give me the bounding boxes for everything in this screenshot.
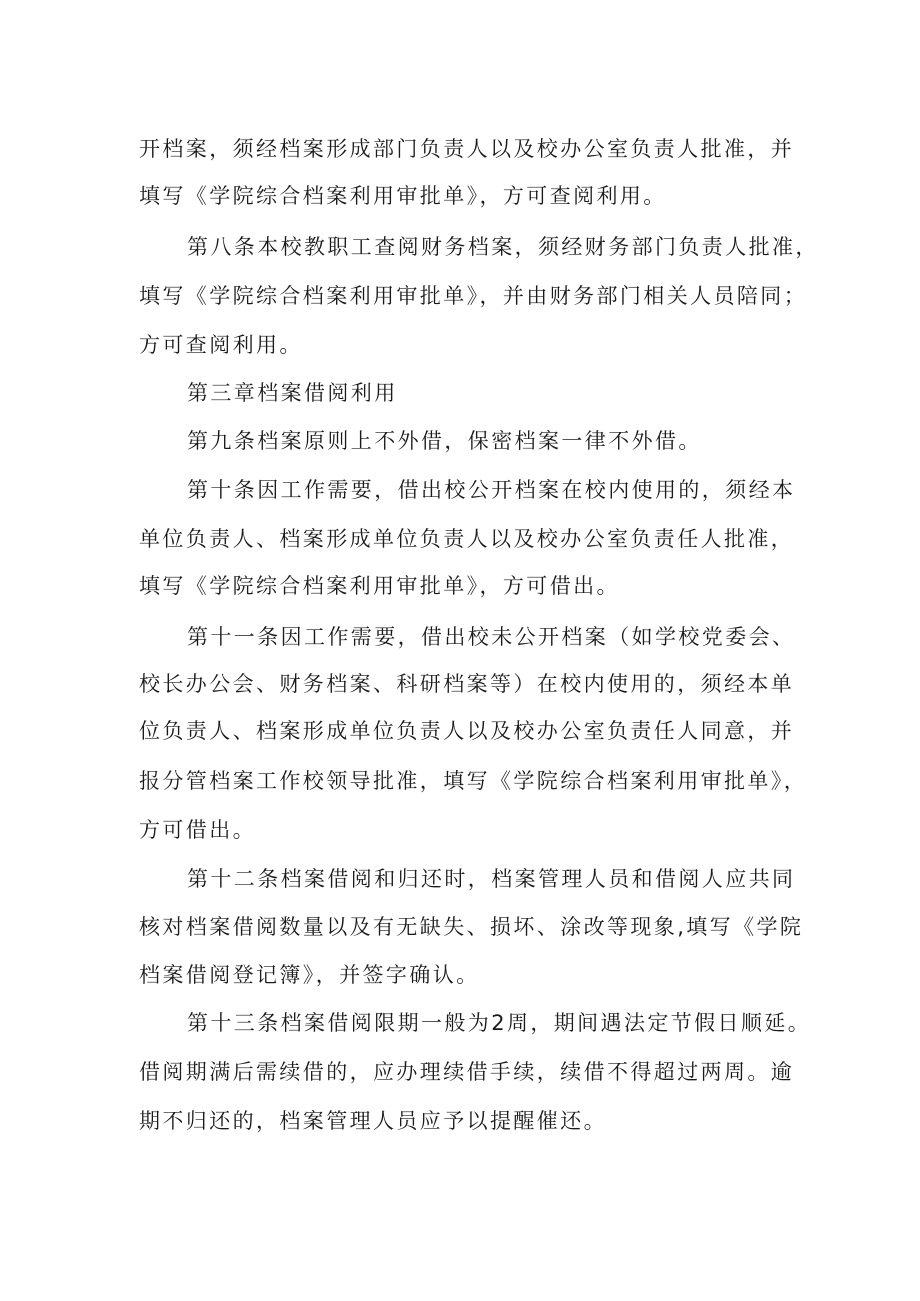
text-line: 档案借阅登记簿》，并签字确认。 (139, 963, 480, 987)
text-line: 校长办公会、财务档案、科研档案等）在校内使用的，须经本单 (139, 672, 795, 696)
text-line: 第十二条档案借阅和归还时，档案管理人员和借阅人应共同 (187, 867, 796, 891)
text-line: 填写《学院综合档案利用审批单》，方可查阅利用。 (139, 184, 667, 208)
text-line: 第十三条档案借阅限期一般为2周，期间遇法定节假日顺延。 (187, 1011, 812, 1035)
text-line: 填写《学院综合档案利用审批单》，方可借出。 (139, 574, 620, 598)
text-line: 第十条因工作需要，借出校公开档案在校内使用的，须经本 (187, 478, 796, 502)
text-line: 方可查阅利用。 (139, 333, 303, 357)
text-line: 核对档案借阅数量以及有无缺失、损坏、涂改等现象,填写《学院 (139, 915, 804, 939)
text-line: 期不归还的，档案管理人员应予以提醒催还。 (139, 1109, 607, 1133)
text-line: 第十一条因工作需要，借出校未公开档案（如学校党委会、 (187, 625, 796, 649)
section-heading: 第三章档案借阅利用 (187, 381, 398, 405)
text-line: 借阅期满后需续借的，应办理续借手续，续借不得超过两周。逾 (139, 1060, 795, 1084)
text-line: 单位负责人、档案形成单位负责人以及校办公室负责任人批准， (139, 527, 795, 551)
text-line: 第八条本校教职工查阅财务档案，须经财务部门负责人批准， (187, 235, 819, 259)
text-line: 报分管档案工作校领导批准，填写《学院综合档案利用审批单》， (139, 769, 808, 793)
text-line: 位负责人、档案形成单位负责人以及校办公室负责任人同意，并 (139, 719, 795, 743)
text-line: 方可借出。 (139, 818, 256, 842)
text-line: 第九条档案原则上不外借，保密档案一律不外借。 (187, 429, 702, 453)
text-line: 开档案，须经档案形成部门负责人以及校办公室负责人批准，并 (139, 137, 795, 161)
text-line: 填写《学院综合档案利用审批单》，并由财务部门相关人员陪同； (139, 284, 808, 308)
